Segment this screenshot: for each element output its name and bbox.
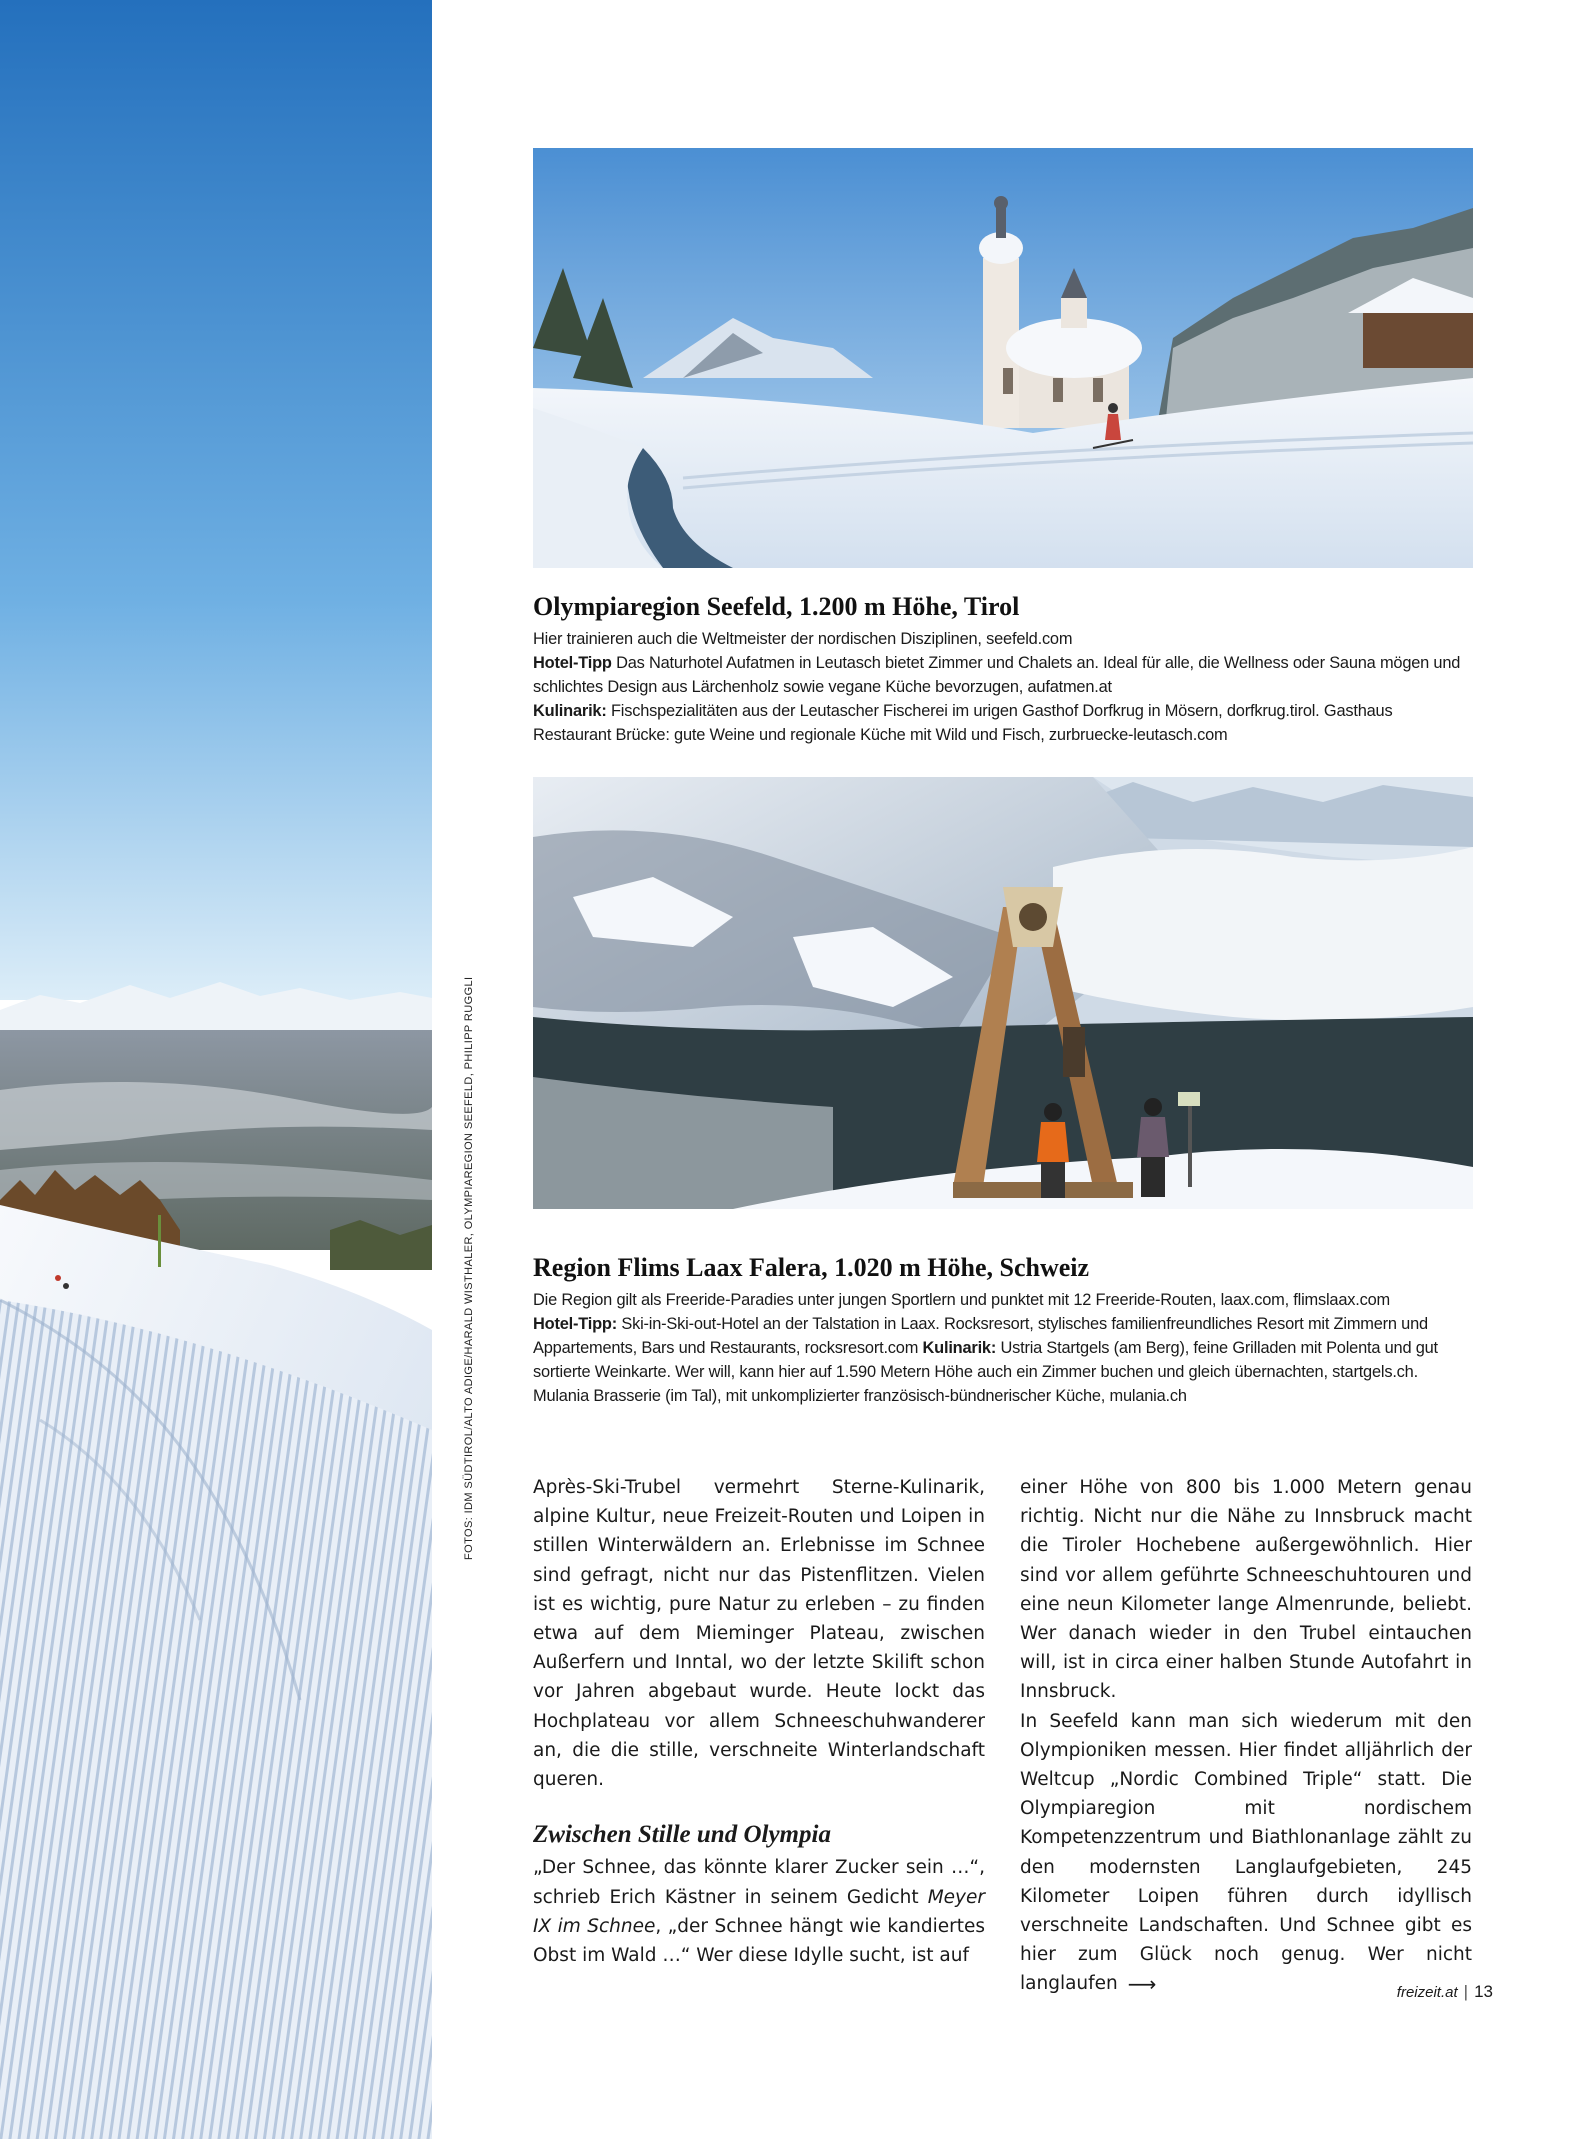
footer-brand: freizeit.at: [1396, 1984, 1458, 2001]
flims-food-label: Kulinarik:: [922, 1339, 997, 1357]
photo-credit: FOTOS: IDM SÜDTIROL/ALTO ADIGE/HARALD WISTHALER, OLYMPIAREGION SEEFELD, PHILIPP RUGGLI: [463, 976, 475, 1560]
continue-arrow-icon: ⟶: [1127, 1971, 1157, 1996]
flims-hotel-text: Ski-in-Ski-out-Hotel an der Talstation in Laax. Rocksresort, stylisches familienfreundliches Resort mit Zimmern und Appartements, Bars und Restaurants, rocksresort.com: [533, 1315, 1428, 1357]
article-paragraph: einer Höhe von 800 bis 1.000 Metern genau richtig. Nicht nur die Nähe zu Innsbruck macht die Tiroler Hochebene außergewöhnlich. Hier sind vor allem geführte Schneeschuhtouren und eine neun Kilometer lange Almenrunde, beliebt. Wer danach wieder in den Trubel eintauchen will, ist in circa einer halben Stunde Autofahrt in Innsbruck.: [1020, 1477, 1472, 1703]
seefeld-hotel-label: Hotel-Tipp: [533, 654, 612, 672]
article-text: In Seefeld kann man sich wiederum mit den Olympioniken messen. Hier findet alljährlich der Weltcup „Nordic Combined Triple“ statt. Die Olympiaregion mit nordischem Kompetenzzentrum und Biathlonanlage zählt zu den modernsten Langlaufgebieten, 245 Kilometer Loipen führen durch idyllisch verschneite Landschaften. Und Schnee gibt es hier zum Glück noch genug. Wer nicht langlaufen: [1020, 1710, 1472, 1995]
page-number: 13: [1474, 1982, 1493, 2001]
article-column-right: [1020, 1473, 1472, 1999]
footer-separator: |: [1463, 1982, 1469, 2001]
flims-laax-illustration: [533, 777, 1473, 1209]
flims-hotel-label: Hotel-Tipp:: [533, 1315, 617, 1333]
article-paragraph: [1020, 1707, 1472, 1999]
seefeld-chapel-photo: [533, 148, 1473, 568]
seefeld-food-tip: [533, 699, 1473, 747]
ski-slope-panorama-illustration: [0, 0, 432, 2139]
flims-food-text: Ustria Startgels (am Berg), feine Grilladen mit Polenta und gut sortierte Weinkarte. Wer will, kann hier auf 1.590 Metern Höhe auch ein Zimmer buchen und gleich übernachten, startgels.ch. Mulania Brasserie (im Tal), mit unkomplizierter französisch-bündnerischer Küche, mulania.ch: [533, 1339, 1438, 1405]
ski-slope-panorama-photo: [0, 0, 432, 2139]
seefeld-food-label: Kulinarik:: [533, 702, 607, 720]
seefeld-chapel-illustration: [533, 148, 1473, 568]
seefeld-caption-intro: Hier trainieren auch die Weltmeister der nordischen Disziplinen, seefeld.com: [533, 630, 1073, 648]
article-paragraph: Après-Ski-Trubel vermehrt Sterne-Kulinarik, alpine Kultur, neue Freizeit-Routen und Loipen in stillen Winterwäldern an. Erlebnisse im Schnee sind gefragt, nicht nur das Pistenflitzen. Vielen ist es wichtig, pure Natur zu erleben – zu finden etwa auf dem Mieminger Plateau, zwischen Außerfern und Inntal, wo der letzte Skilift schon vor Jahren abgebaut wurde. Heute lockt das Hochplateau vor allem Schneeschuhwanderer an, die die stille, verschneite Winterlandschaft queren.: [533, 1477, 985, 1791]
article-text: , „der Schnee hängt wie kandiertes Obst im Wald …“ Wer diese Idylle sucht, ist auf: [533, 1915, 985, 1967]
flims-tips: [533, 1312, 1473, 1408]
article-text: „Der Schnee, das könnte klarer Zucker sein …“, schrieb Erich Kästner in seinem Gedicht: [533, 1857, 985, 1908]
seefeld-food-text: Fischspezialitäten aus der Leutascher Fischerei im urigen Gasthof Dorfkrug in Mösern, dorfkrug.tirol. Gasthaus Restaurant Brücke: gute Weine und regionale Küche mit Wild und Fisch, zurbruecke-leutasch.com: [533, 702, 1393, 744]
article-column-left: [533, 1473, 985, 1970]
article-subhead: Zwischen Stille und Olympia: [533, 1821, 831, 1849]
seefeld-hotel-text: Das Naturhotel Aufatmen in Leutasch bietet Zimmer und Chalets an. Ideal für alle, die Wellness oder Sauna mögen und schlichtes Design aus Lärchenholz sowie vegane Küche bevorzugen, aufatmen.at: [533, 654, 1461, 696]
article-paragraph: [533, 1853, 985, 1970]
seefeld-caption: [533, 592, 1473, 747]
seefeld-hotel-tip: [533, 651, 1473, 699]
flims-laax-photo: [533, 777, 1473, 1209]
seefeld-caption-title: Olympiaregion Seefeld, 1.200 m Höhe, Tirol: [533, 592, 1020, 621]
poem-title: Meyer IX im Schnee: [533, 1886, 985, 1937]
flims-caption-title: Region Flims Laax Falera, 1.020 m Höhe, Schweiz: [533, 1253, 1090, 1282]
flims-caption: [533, 1253, 1473, 1408]
page-footer: [1397, 1982, 1493, 2002]
flims-caption-intro: Die Region gilt als Freeride-Paradies unter jungen Sportlern und punktet mit 12 Freeride-Routen, laax.com, flimslaax.com: [533, 1291, 1390, 1309]
